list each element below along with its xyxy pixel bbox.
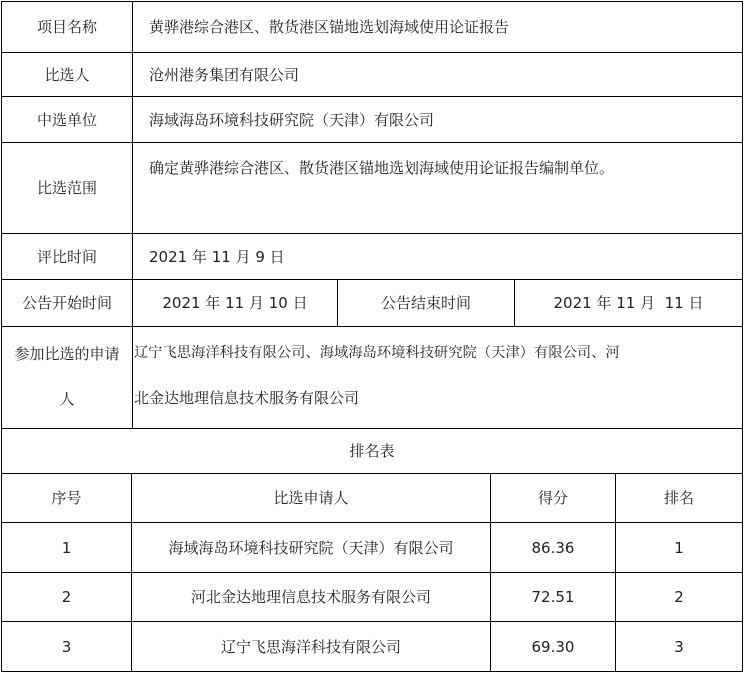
notice-start-label: 公告开始时间 xyxy=(21,294,112,312)
rule xyxy=(1,671,743,672)
ranking-header-applicant: 比选申请人 xyxy=(273,489,349,507)
notice-end-label: 公告结束时间 xyxy=(380,294,471,312)
ranking-header-no: 序号 xyxy=(51,489,82,507)
row-applicant: 海域海岛环境科技研究院（天津）有限公司 xyxy=(168,538,454,557)
row-score: 72.51 xyxy=(531,588,575,606)
eval-time-label: 评比时间 xyxy=(36,247,97,266)
winner-label: 中选单位 xyxy=(36,110,97,129)
selector-label: 比选人 xyxy=(44,65,90,84)
rule xyxy=(132,1,133,428)
scope-label: 比选范围 xyxy=(36,179,97,197)
notice-end-value: 2021 年 11 月 11 日 xyxy=(553,294,704,312)
ranking-header-score: 得分 xyxy=(537,489,568,507)
applicants-label-line2: 人 xyxy=(59,390,75,408)
row-applicant: 辽宁飞思海洋科技有限公司 xyxy=(220,637,401,656)
winner-value: 海域海岛环境科技研究院（天津）有限公司 xyxy=(149,110,435,129)
scope-value: 确定黄骅港综合港区、散货港区锚地选划海域使用论证报告编制单位。 xyxy=(149,159,615,177)
notice-start-value: 2021 年 11 月 10 日 xyxy=(162,294,308,312)
row-no: 1 xyxy=(61,538,72,557)
applicants-value-line2: 北金达地理信息技术服务有限公司 xyxy=(134,389,360,407)
row-no: 3 xyxy=(61,637,72,656)
row-rank: 3 xyxy=(674,637,684,656)
applicants-value-line1: 辽宁飞思海洋科技有限公司、海域海岛环境科技研究院（天津）有限公司、河 xyxy=(134,345,620,361)
row-no: 2 xyxy=(61,588,72,606)
row-score: 86.36 xyxy=(531,538,575,557)
ranking-header-rank: 排名 xyxy=(663,489,694,507)
project-name-value: 黄骅港综合港区、散货港区锚地选划海域使用论证报告 xyxy=(149,18,510,36)
ranking-title: 排名表 xyxy=(349,442,395,460)
applicants-label-line1: 参加比选的申请 xyxy=(14,345,120,363)
selector-value: 沧州港务集团有限公司 xyxy=(149,65,300,84)
row-applicant: 河北金达地理信息技术服务有限公司 xyxy=(190,588,431,606)
rule xyxy=(742,1,743,672)
row-rank: 2 xyxy=(674,588,684,606)
row-rank: 1 xyxy=(674,538,684,557)
project-name-label: 项目名称 xyxy=(36,18,97,36)
rule xyxy=(1,326,743,327)
row-score: 69.30 xyxy=(531,637,575,656)
eval-time-value: 2021 年 11 月 9 日 xyxy=(149,247,285,266)
